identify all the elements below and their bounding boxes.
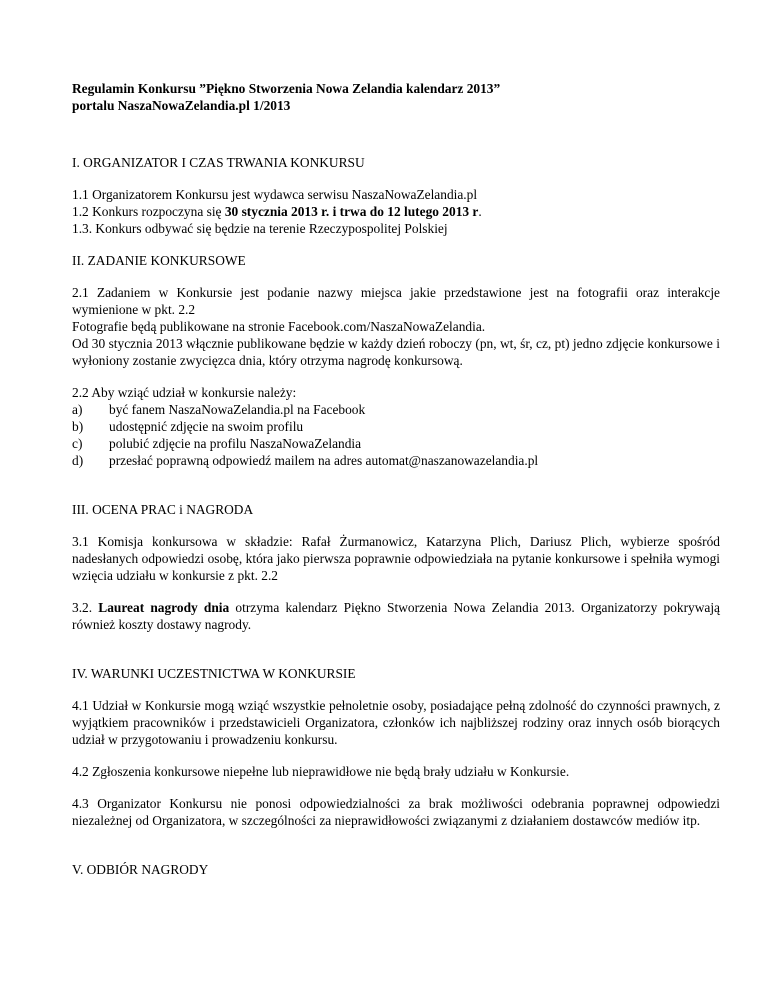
daily-prize-winner: Laureat nagrody dnia — [98, 600, 230, 615]
section-5-heading: V. ODBIÓR NAGRODY — [72, 862, 209, 877]
list-item-label: a) — [72, 402, 83, 417]
list-item-text: być fanem NaszaNowaZelandia.pl na Facebook — [109, 402, 366, 417]
list-item-label: b) — [72, 419, 84, 434]
paragraph-1-1: 1.1 Organizatorem Konkursu jest wydawca serwisu NaszaNowaZelandia.pl — [72, 187, 478, 202]
paragraph-3-2-start: 3.2. — [72, 600, 99, 615]
paragraph-4-2: 4.2 Zgłoszenia konkursowe niepełne lub nieprawidłowe nie będą brały udziału w Konkursie. — [72, 764, 570, 779]
paragraph-2-1-schedule: Od 30 stycznia 2013 włącznie publikowane będzie w każdy dzień roboczy (pn, wt, śr, cz, pt) jedno zdjęcie konkursowe i wyłoniony zostanie zwycięzca dnia, który otrzyma nagrodę konkursową. — [72, 336, 720, 368]
paragraph-2-1-facebook: Fotografie będą publikowane na stronie Facebook.com/NaszaNowaZelandia. — [72, 319, 486, 334]
paragraph-1-2-start: 1.2 Konkurs rozpoczyna się — [72, 204, 225, 219]
section-1-heading: I. ORGANIZATOR I CZAS TRWANIA KONKURSU — [72, 155, 365, 170]
list-item-text: udostępnić zdjęcie na swoim profilu — [109, 419, 304, 434]
paragraph-4-1: 4.1 Udział w Konkursie mogą wziąć wszystkie pełnoletnie osoby, posiadające pełną zdolność do czynności prawnych, z wyjątkiem pracowników i przedstawicieli Organizatora, członków ich najbliższej rodziny oraz innych osób biorących udział w przygotowaniu i prowadzeniu konkursu. — [72, 698, 720, 747]
document-title-line-1: Regulamin Konkursu ”Piękno Stworzenia Nowa Zelandia kalendarz 2013” — [72, 81, 501, 96]
paragraph-3-1: 3.1 Komisja konkursowa w składzie: Rafał Żurmanowicz, Katarzyna Plich, Dariusz Plich, wybierze spośród nadesłanych odpowiedzi osobę, która jako pierwsza poprawnie odpowiedziała na pytanie konkursowe i spełniła wymogi wzięcia udziału w konkursie z pkt. 2.2 — [72, 534, 720, 583]
list-item — [72, 418, 720, 435]
list-item — [72, 435, 720, 452]
list-item-label: d) — [72, 453, 84, 468]
section-4-heading: IV. WARUNKI UCZESTNICTWA W KONKURSIE — [72, 666, 356, 681]
list-item — [72, 401, 720, 418]
list-item-text: polubić zdjęcie na profilu NaszaNowaZelandia — [109, 436, 362, 451]
list-item-text: przesłać poprawną odpowiedź mailem na adres automat@naszanowazelandia.pl — [109, 453, 539, 468]
paragraph-4-3: 4.3 Organizator Konkursu nie ponosi odpowiedzialności za brak możliwości odebrania poprawnej odpowiedzi niezależnej od Organizatora, w szczególności za nieprawidłowości związanymi z działaniem dostawców mediów itp. — [72, 796, 720, 828]
section-2-heading: II. ZADANIE KONKURSOWE — [72, 253, 246, 268]
paragraph-3-2-end: otrzyma kalendarz Piękno Stworzenia Nowa Zelandia 2013. Organizatorzy pokrywają również koszty dostawy nagrody. — [72, 600, 721, 632]
paragraph-1-3: 1.3. Konkurs odbywać się będzie na terenie Rzeczypospolitej Polskiej — [72, 221, 448, 236]
list-item-label: c) — [72, 436, 83, 451]
paragraph-1-2-end: . — [478, 204, 482, 219]
paragraph-1-2 — [72, 203, 720, 220]
list-item — [72, 452, 720, 469]
paragraph-3-2 — [72, 599, 720, 633]
paragraph-2-1: 2.1 Zadaniem w Konkursie jest podanie nazwy miejsca jakie przedstawione jest na fotografii oraz interakcje wymienione w pkt. 2.2 — [72, 285, 720, 317]
document-title-line-2: portalu NaszaNowaZelandia.pl 1/2013 — [72, 98, 291, 113]
section-3-heading: III. OCENA PRAC i NAGRODA — [72, 502, 254, 517]
paragraph-2-2: 2.2 Aby wziąć udział w konkursie należy: — [72, 385, 297, 400]
contest-dates: 30 stycznia 2013 r. i trwa do 12 lutego 2013 r — [224, 204, 479, 219]
document-page — [72, 80, 720, 878]
